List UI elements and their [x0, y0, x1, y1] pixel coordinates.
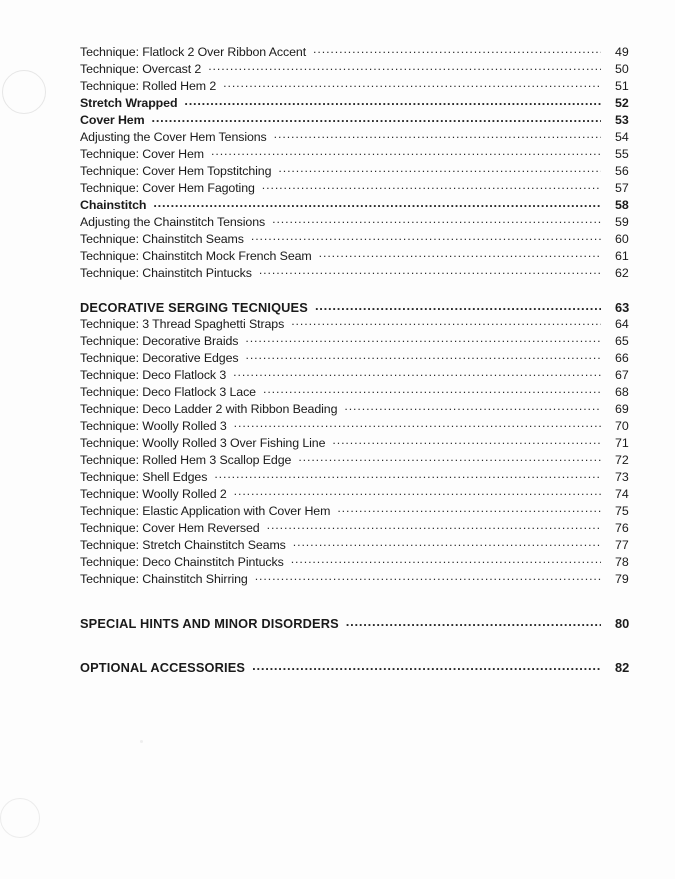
toc-entry[interactable]: [80, 520, 645, 537]
toc-section-heading[interactable]: [80, 95, 645, 112]
toc-entry-title: Technique: Woolly Rolled 3 Over Fishing Line: [80, 436, 326, 450]
table-of-contents-list: [80, 44, 645, 676]
toc-entry-title: Technique: Decorative Edges: [80, 351, 239, 365]
toc-spacer: [80, 282, 645, 299]
toc-entry-title: SPECIAL HINTS AND MINOR DISORDERS: [80, 616, 339, 631]
toc-entry[interactable]: [80, 61, 645, 78]
toc-leader-dots: [245, 350, 601, 362]
toc-section-heading[interactable]: [80, 659, 645, 676]
toc-entry-title: Stretch Wrapped: [80, 96, 178, 110]
toc-entry-title: Technique: Stretch Chainstitch Seams: [80, 538, 286, 552]
toc-leader-dots: [263, 384, 601, 396]
toc-entry-title: Technique: Elastic Application with Cover Hem: [80, 504, 331, 518]
toc-entry[interactable]: [80, 452, 645, 469]
toc-page-number: 66: [615, 351, 629, 365]
toc-leader-dots: [152, 112, 601, 124]
toc-leader-dots: [298, 452, 601, 464]
toc-leader-dots: [291, 554, 601, 566]
toc-entry[interactable]: [80, 367, 645, 384]
toc-entry-title: Technique: Deco Flatlock 3 Lace: [80, 385, 256, 399]
toc-leader-dots: [214, 469, 601, 481]
toc-entry[interactable]: [80, 503, 645, 520]
toc-section-heading[interactable]: [80, 112, 645, 129]
toc-section-heading[interactable]: [80, 197, 645, 214]
toc-entry-title: Technique: Chainstitch Pintucks: [80, 266, 252, 280]
toc-entry-title: Technique: Chainstitch Seams: [80, 232, 244, 246]
toc-entry-title: Adjusting the Chainstitch Tensions: [80, 215, 266, 229]
toc-page-number: 71: [615, 436, 629, 450]
toc-leader-dots: [278, 163, 601, 175]
toc-entry-title: Technique: Overcast 2: [80, 62, 202, 76]
scan-artifact-ring-top: [2, 70, 46, 114]
toc-page-number: 82: [615, 660, 630, 675]
toc-entry[interactable]: [80, 265, 645, 282]
toc-page-number: 67: [615, 368, 629, 382]
toc-entry-title: Technique: Rolled Hem 2: [80, 79, 217, 93]
toc-entry-title: Technique: Deco Chainstitch Pintucks: [80, 555, 284, 569]
toc-page-number: 53: [615, 113, 629, 127]
toc-leader-dots: [153, 197, 601, 209]
toc-entry-title: Adjusting the Cover Hem Tensions: [80, 130, 267, 144]
toc-leader-dots: [251, 231, 601, 243]
toc-entry-title: Technique: 3 Thread Spaghetti Straps: [80, 317, 285, 331]
toc-page-number: 51: [615, 79, 629, 93]
toc-leader-dots: [346, 616, 601, 628]
toc-page-number: 62: [615, 266, 629, 280]
toc-entry-title: Technique: Rolled Hem 3 Scallop Edge: [80, 453, 292, 467]
toc-leader-dots: [272, 214, 601, 226]
toc-page-number: 63: [615, 300, 630, 315]
toc-entry[interactable]: [80, 163, 645, 180]
toc-leader-dots: [233, 367, 601, 379]
toc-page-number: 56: [615, 164, 629, 178]
toc-leader-dots: [291, 316, 601, 328]
toc-leader-dots: [337, 503, 601, 515]
toc-page-number: 76: [615, 521, 629, 535]
toc-page-number: 65: [615, 334, 629, 348]
toc-page-number: 59: [615, 215, 629, 229]
toc-entry[interactable]: [80, 486, 645, 503]
toc-entry[interactable]: [80, 248, 645, 265]
toc-page-number: 61: [615, 249, 629, 263]
toc-page-number: 74: [615, 487, 629, 501]
toc-entry[interactable]: [80, 214, 645, 231]
toc-entry-title: Technique: Deco Ladder 2 with Ribbon Beading: [80, 402, 338, 416]
toc-page-number: 75: [615, 504, 629, 518]
toc-leader-dots: [223, 78, 601, 90]
toc-entry[interactable]: [80, 350, 645, 367]
toc-section-heading[interactable]: [80, 299, 645, 316]
toc-entry-title: Technique: Deco Flatlock 3: [80, 368, 227, 382]
toc-entry-title: Technique: Shell Edges: [80, 470, 208, 484]
toc-entry[interactable]: [80, 469, 645, 486]
toc-entry-title: Technique: Woolly Rolled 2: [80, 487, 227, 501]
toc-entry[interactable]: [80, 231, 645, 248]
toc-entry[interactable]: [80, 129, 645, 146]
toc-page-number: 70: [615, 419, 629, 433]
toc-entry[interactable]: [80, 146, 645, 163]
toc-leader-dots: [234, 486, 601, 498]
toc-page-number: 58: [615, 198, 629, 212]
toc-entry-title: Chainstitch: [80, 198, 147, 212]
scan-artifact-speck: [140, 740, 143, 743]
toc-leader-dots: [313, 44, 601, 56]
toc-leader-dots: [255, 571, 601, 583]
toc-page-number: 57: [615, 181, 629, 195]
toc-leader-dots: [184, 95, 601, 107]
toc-entry-title: Cover Hem: [80, 113, 145, 127]
toc-entry[interactable]: [80, 384, 645, 401]
toc-leader-dots: [252, 660, 601, 672]
toc-entry-title: Technique: Woolly Rolled 3: [80, 419, 227, 433]
toc-page-number: 72: [615, 453, 629, 467]
toc-entry[interactable]: [80, 78, 645, 95]
toc-entry-title: Technique: Cover Hem Reversed: [80, 521, 260, 535]
toc-leader-dots: [208, 61, 601, 73]
toc-entry-title: Technique: Cover Hem Fagoting: [80, 181, 255, 195]
toc-entry-title: Technique: Cover Hem Topstitching: [80, 164, 272, 178]
toc-leader-dots: [262, 180, 601, 192]
toc-page-number: 69: [615, 402, 629, 416]
toc-entry-title: DECORATIVE SERGING TECNIQUES: [80, 300, 308, 315]
toc-page-number: 68: [615, 385, 629, 399]
toc-spacer: [80, 632, 645, 659]
toc-page-number: 60: [615, 232, 629, 246]
toc-leader-dots: [267, 520, 601, 532]
toc-leader-dots: [234, 418, 601, 430]
toc-page-number: 73: [615, 470, 629, 484]
toc-leader-dots: [293, 537, 601, 549]
toc-leader-dots: [332, 435, 601, 447]
toc-entry[interactable]: [80, 180, 645, 197]
toc-entry[interactable]: [80, 571, 645, 588]
toc-entry-title: Technique: Decorative Braids: [80, 334, 239, 348]
toc-page-number: 80: [615, 616, 630, 631]
toc-leader-dots: [259, 265, 601, 277]
toc-entry-title: Technique: Cover Hem: [80, 147, 205, 161]
toc-spacer: [80, 588, 645, 615]
toc-leader-dots: [211, 146, 601, 158]
toc-entry[interactable]: [80, 401, 645, 418]
toc-leader-dots: [344, 401, 601, 413]
toc-entry[interactable]: [80, 435, 645, 452]
toc-entry[interactable]: [80, 333, 645, 350]
toc-leader-dots: [274, 129, 601, 141]
toc-leader-dots: [245, 333, 601, 345]
toc-entry[interactable]: [80, 418, 645, 435]
toc-page-number: 54: [615, 130, 629, 144]
toc-page-number: 64: [615, 317, 629, 331]
toc-page-number: 55: [615, 147, 629, 161]
toc-entry-title: OPTIONAL ACCESSORIES: [80, 660, 246, 675]
toc-entry-title: Technique: Chainstitch Shirring: [80, 572, 248, 586]
toc-page-number: 49: [615, 45, 629, 59]
toc-entry[interactable]: [80, 316, 645, 333]
toc-entry-title: Technique: Flatlock 2 Over Ribbon Accent: [80, 45, 307, 59]
toc-page-number: 52: [615, 96, 629, 110]
toc-page-number: 50: [615, 62, 629, 76]
toc-entry-title: Technique: Chainstitch Mock French Seam: [80, 249, 312, 263]
toc-leader-dots: [315, 300, 601, 312]
scan-artifact-ring-bottom: [0, 798, 40, 838]
toc-page-number: 79: [615, 572, 629, 586]
toc-entry[interactable]: [80, 554, 645, 571]
toc-leader-dots: [319, 248, 601, 260]
toc-page-number: 78: [615, 555, 629, 569]
toc-section-heading[interactable]: [80, 615, 645, 632]
toc-page-number: 77: [615, 538, 629, 552]
toc-entry[interactable]: [80, 537, 645, 554]
toc-entry[interactable]: [80, 44, 645, 61]
